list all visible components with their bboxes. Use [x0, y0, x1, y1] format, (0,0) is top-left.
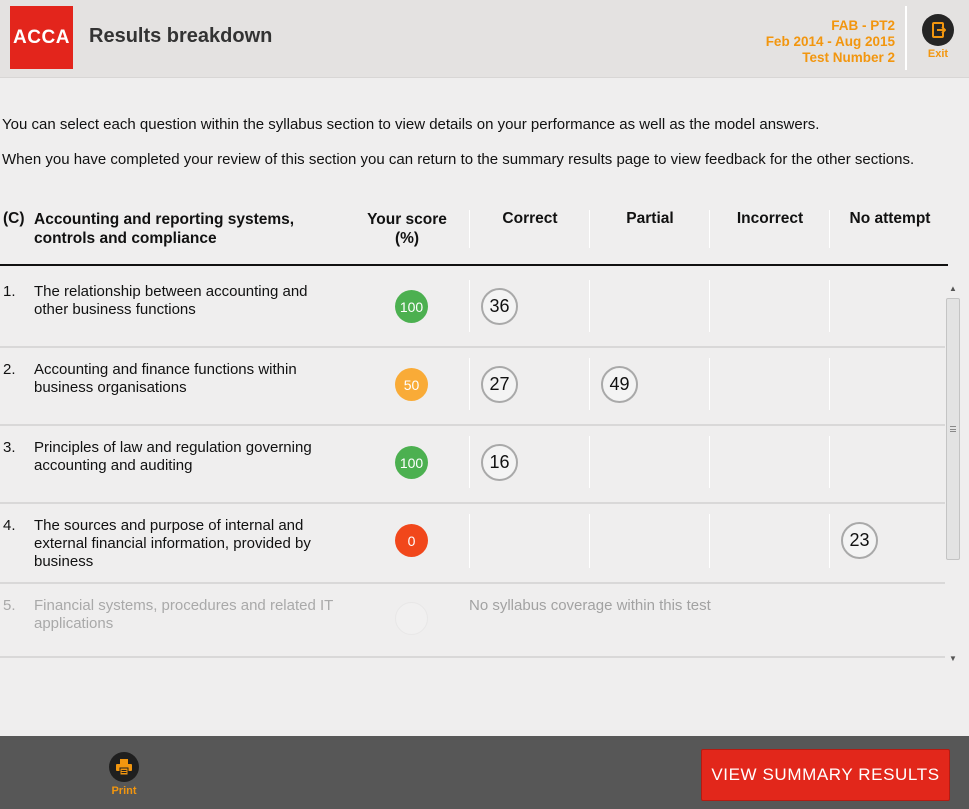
- row-description-line: The sources and purpose of internal and: [34, 517, 304, 534]
- table-row: [0, 346, 945, 426]
- row-number: 2.: [3, 361, 16, 378]
- results-table-header: [0, 208, 948, 266]
- row-description: [34, 361, 334, 397]
- results-table-body: [0, 268, 946, 660]
- question-bubble-no-attempt[interactable]: 23: [841, 522, 878, 559]
- score-badge: 50: [395, 368, 428, 401]
- question-bubble-correct[interactable]: 27: [481, 366, 518, 403]
- column-divider: [469, 436, 470, 488]
- row-description: [34, 517, 334, 571]
- column-divider: [709, 436, 710, 488]
- view-summary-results-button[interactable]: VIEW SUMMARY RESULTS: [701, 749, 950, 801]
- partial-column-header: Partial: [626, 210, 674, 227]
- exam-period: Feb 2014 - Aug 2015: [765, 34, 895, 49]
- incorrect-column-header: Incorrect: [736, 210, 804, 227]
- footer-bar: [0, 736, 969, 809]
- acca-logo: ACCA: [10, 6, 73, 69]
- column-divider: [469, 280, 470, 332]
- row-number: 5.: [3, 597, 16, 614]
- exit-label: Exit: [927, 48, 949, 60]
- correct-column-header: Correct: [502, 210, 558, 227]
- no-attempt-column-header: No attempt: [849, 210, 931, 227]
- table-row: [0, 268, 945, 348]
- print-label: Print: [111, 785, 137, 797]
- table-row: [0, 424, 945, 504]
- column-divider: [469, 358, 470, 410]
- column-divider: [589, 514, 590, 568]
- section-title: [34, 210, 344, 248]
- row-description-line: Financial systems, procedures and related IT: [34, 597, 334, 614]
- column-divider: [589, 358, 590, 410]
- column-divider: [709, 514, 710, 568]
- intro-line-1: You can select each question within the syllabus section to view details on your performance as well as the model answers.: [2, 116, 820, 133]
- score-badge: 100: [395, 446, 428, 479]
- print-button[interactable]: [106, 752, 142, 798]
- exam-info: [766, 18, 895, 66]
- column-divider: [589, 280, 590, 332]
- page-title: Results breakdown: [89, 25, 273, 47]
- scroll-track[interactable]: [945, 296, 961, 652]
- row-description: [34, 597, 334, 633]
- exam-code: FAB - PT2: [831, 18, 895, 33]
- row-description: [34, 439, 334, 475]
- intro-line-2: When you have completed your review of this section you can return to the summary results page to view feedback for the other sections.: [2, 151, 915, 168]
- row-number: 3.: [3, 439, 16, 456]
- intro-text: [2, 116, 962, 186]
- no-coverage-note: No syllabus coverage within this test: [469, 597, 711, 614]
- score-header-line: Your score: [367, 211, 447, 228]
- column-divider: [829, 358, 830, 410]
- column-divider: [709, 280, 710, 332]
- scroll-up-arrow-icon[interactable]: ▲: [949, 283, 957, 293]
- column-divider: [709, 358, 710, 410]
- printer-icon: [109, 752, 139, 782]
- section-title-line: Accounting and reporting systems,: [34, 211, 295, 228]
- column-divider: [589, 436, 590, 488]
- scroll-down-arrow-icon[interactable]: ▼: [949, 653, 957, 663]
- column-divider: [829, 436, 830, 488]
- exit-icon: [922, 14, 954, 46]
- row-description-line: business organisations: [34, 379, 187, 396]
- row-description-line: Principles of law and regulation governing: [34, 439, 312, 456]
- row-description-line: accounting and auditing: [34, 457, 193, 474]
- section-title-line: controls and compliance: [34, 230, 217, 247]
- score-badge: 100: [395, 290, 428, 323]
- row-description-line: external financial information, provided by: [34, 535, 311, 552]
- question-bubble-correct[interactable]: 36: [481, 288, 518, 325]
- table-row: [0, 502, 945, 584]
- column-divider: [829, 514, 830, 568]
- row-description-line: applications: [34, 615, 114, 632]
- header-divider: [905, 6, 907, 70]
- scroll-thumb[interactable]: [946, 298, 960, 560]
- score-badge: 0: [395, 524, 428, 557]
- test-number: Test Number 2: [802, 50, 895, 65]
- vertical-scrollbar[interactable]: [945, 282, 961, 664]
- row-description-line: The relationship between accounting and: [34, 283, 308, 300]
- question-bubble-correct[interactable]: 16: [481, 444, 518, 481]
- score-column-header: [348, 210, 466, 248]
- grip-icon: [950, 426, 956, 432]
- question-bubble-partial[interactable]: 49: [601, 366, 638, 403]
- score-badge-empty: [395, 602, 428, 635]
- row-description-line: business: [34, 553, 94, 570]
- column-divider: [829, 280, 830, 332]
- table-row: [0, 582, 945, 658]
- row-number: 1.: [3, 283, 16, 300]
- column-divider: [469, 514, 470, 568]
- row-description-line: Accounting and finance functions within: [34, 361, 297, 378]
- header-bar: [0, 0, 969, 78]
- row-description: [34, 283, 334, 319]
- row-description-line: other business functions: [34, 301, 196, 318]
- row-number: 4.: [3, 517, 16, 534]
- section-letter: (C): [3, 210, 25, 227]
- exit-button[interactable]: [918, 14, 958, 62]
- score-header-line: (%): [394, 230, 420, 247]
